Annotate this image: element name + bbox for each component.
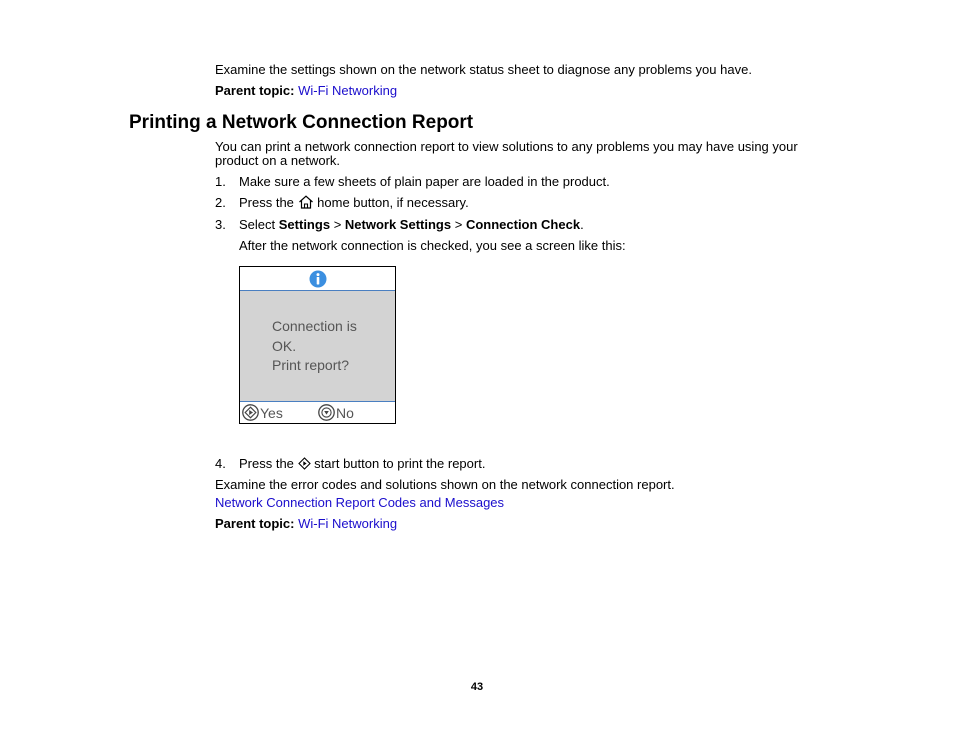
step-3-pre: Select bbox=[239, 217, 276, 232]
after-check-text: After the network connection is checked, you see a screen like this: bbox=[239, 238, 626, 253]
lcd-message-line: Print report? bbox=[272, 357, 350, 373]
section-title: Printing a Network Connection Report bbox=[129, 112, 474, 133]
parent-topic-label: Parent topic: bbox=[215, 516, 295, 531]
home-icon bbox=[298, 195, 314, 212]
step-1-text: Make sure a few sheets of plain paper are loaded in the product. bbox=[239, 174, 610, 189]
intro-parent-topic bbox=[215, 83, 397, 98]
step-4-pre: Press the bbox=[239, 456, 294, 471]
report-codes-link[interactable]: Network Connection Report Codes and Messages bbox=[215, 495, 505, 510]
section-para-line2: product on a network. bbox=[215, 153, 341, 168]
lcd-yes-label: Yes bbox=[260, 405, 283, 421]
parent-topic-label: Parent topic: bbox=[215, 83, 295, 98]
lcd-no-button[interactable] bbox=[318, 404, 354, 422]
lcd-yes-button[interactable] bbox=[242, 404, 283, 422]
codes-link-line bbox=[215, 495, 504, 510]
step-3-text bbox=[239, 217, 584, 232]
step-1-number: 1. bbox=[215, 174, 226, 189]
start-icon bbox=[298, 457, 311, 473]
lcd-no-label: No bbox=[336, 405, 354, 421]
step-4-number: 4. bbox=[215, 456, 226, 471]
intro-examine-text: Examine the settings shown on the network status sheet to diagnose any problems you have. bbox=[215, 62, 752, 77]
step-2-pre: Press the bbox=[239, 195, 294, 210]
page-number: 43 bbox=[470, 681, 484, 693]
step-3-sep1: > bbox=[333, 217, 342, 232]
step-4-text bbox=[239, 456, 485, 473]
section-para-line1: You can print a network connection report to view solutions to any problems you may have using your bbox=[215, 139, 798, 154]
settings-menu-label: Settings bbox=[278, 217, 331, 232]
step-3-sep2: > bbox=[454, 217, 463, 232]
step-4-post: start button to print the report. bbox=[314, 456, 486, 471]
lcd-message bbox=[272, 317, 357, 376]
lcd-screen bbox=[239, 266, 396, 424]
connection-check-menu-label: Connection Check bbox=[465, 217, 581, 232]
stop-icon bbox=[318, 404, 335, 421]
step-2-number: 2. bbox=[215, 195, 226, 210]
examine-error-text: Examine the error codes and solutions shown on the network connection report. bbox=[215, 477, 675, 492]
step-2-text bbox=[239, 195, 469, 212]
wifi-networking-link[interactable]: Wi-Fi Networking bbox=[298, 83, 398, 98]
step-3-number: 3. bbox=[215, 217, 226, 232]
start-diamond-icon bbox=[242, 404, 259, 421]
step-3-post: . bbox=[580, 217, 584, 232]
wifi-networking-link[interactable]: Wi-Fi Networking bbox=[298, 516, 398, 531]
lcd-message-line: OK. bbox=[272, 337, 297, 354]
section-parent-topic bbox=[215, 516, 397, 531]
lcd-bottom-divider bbox=[240, 401, 395, 402]
lcd-message-line: Connection is bbox=[272, 318, 357, 334]
step-2-post: home button, if necessary. bbox=[317, 195, 469, 210]
network-settings-menu-label: Network Settings bbox=[344, 217, 452, 232]
